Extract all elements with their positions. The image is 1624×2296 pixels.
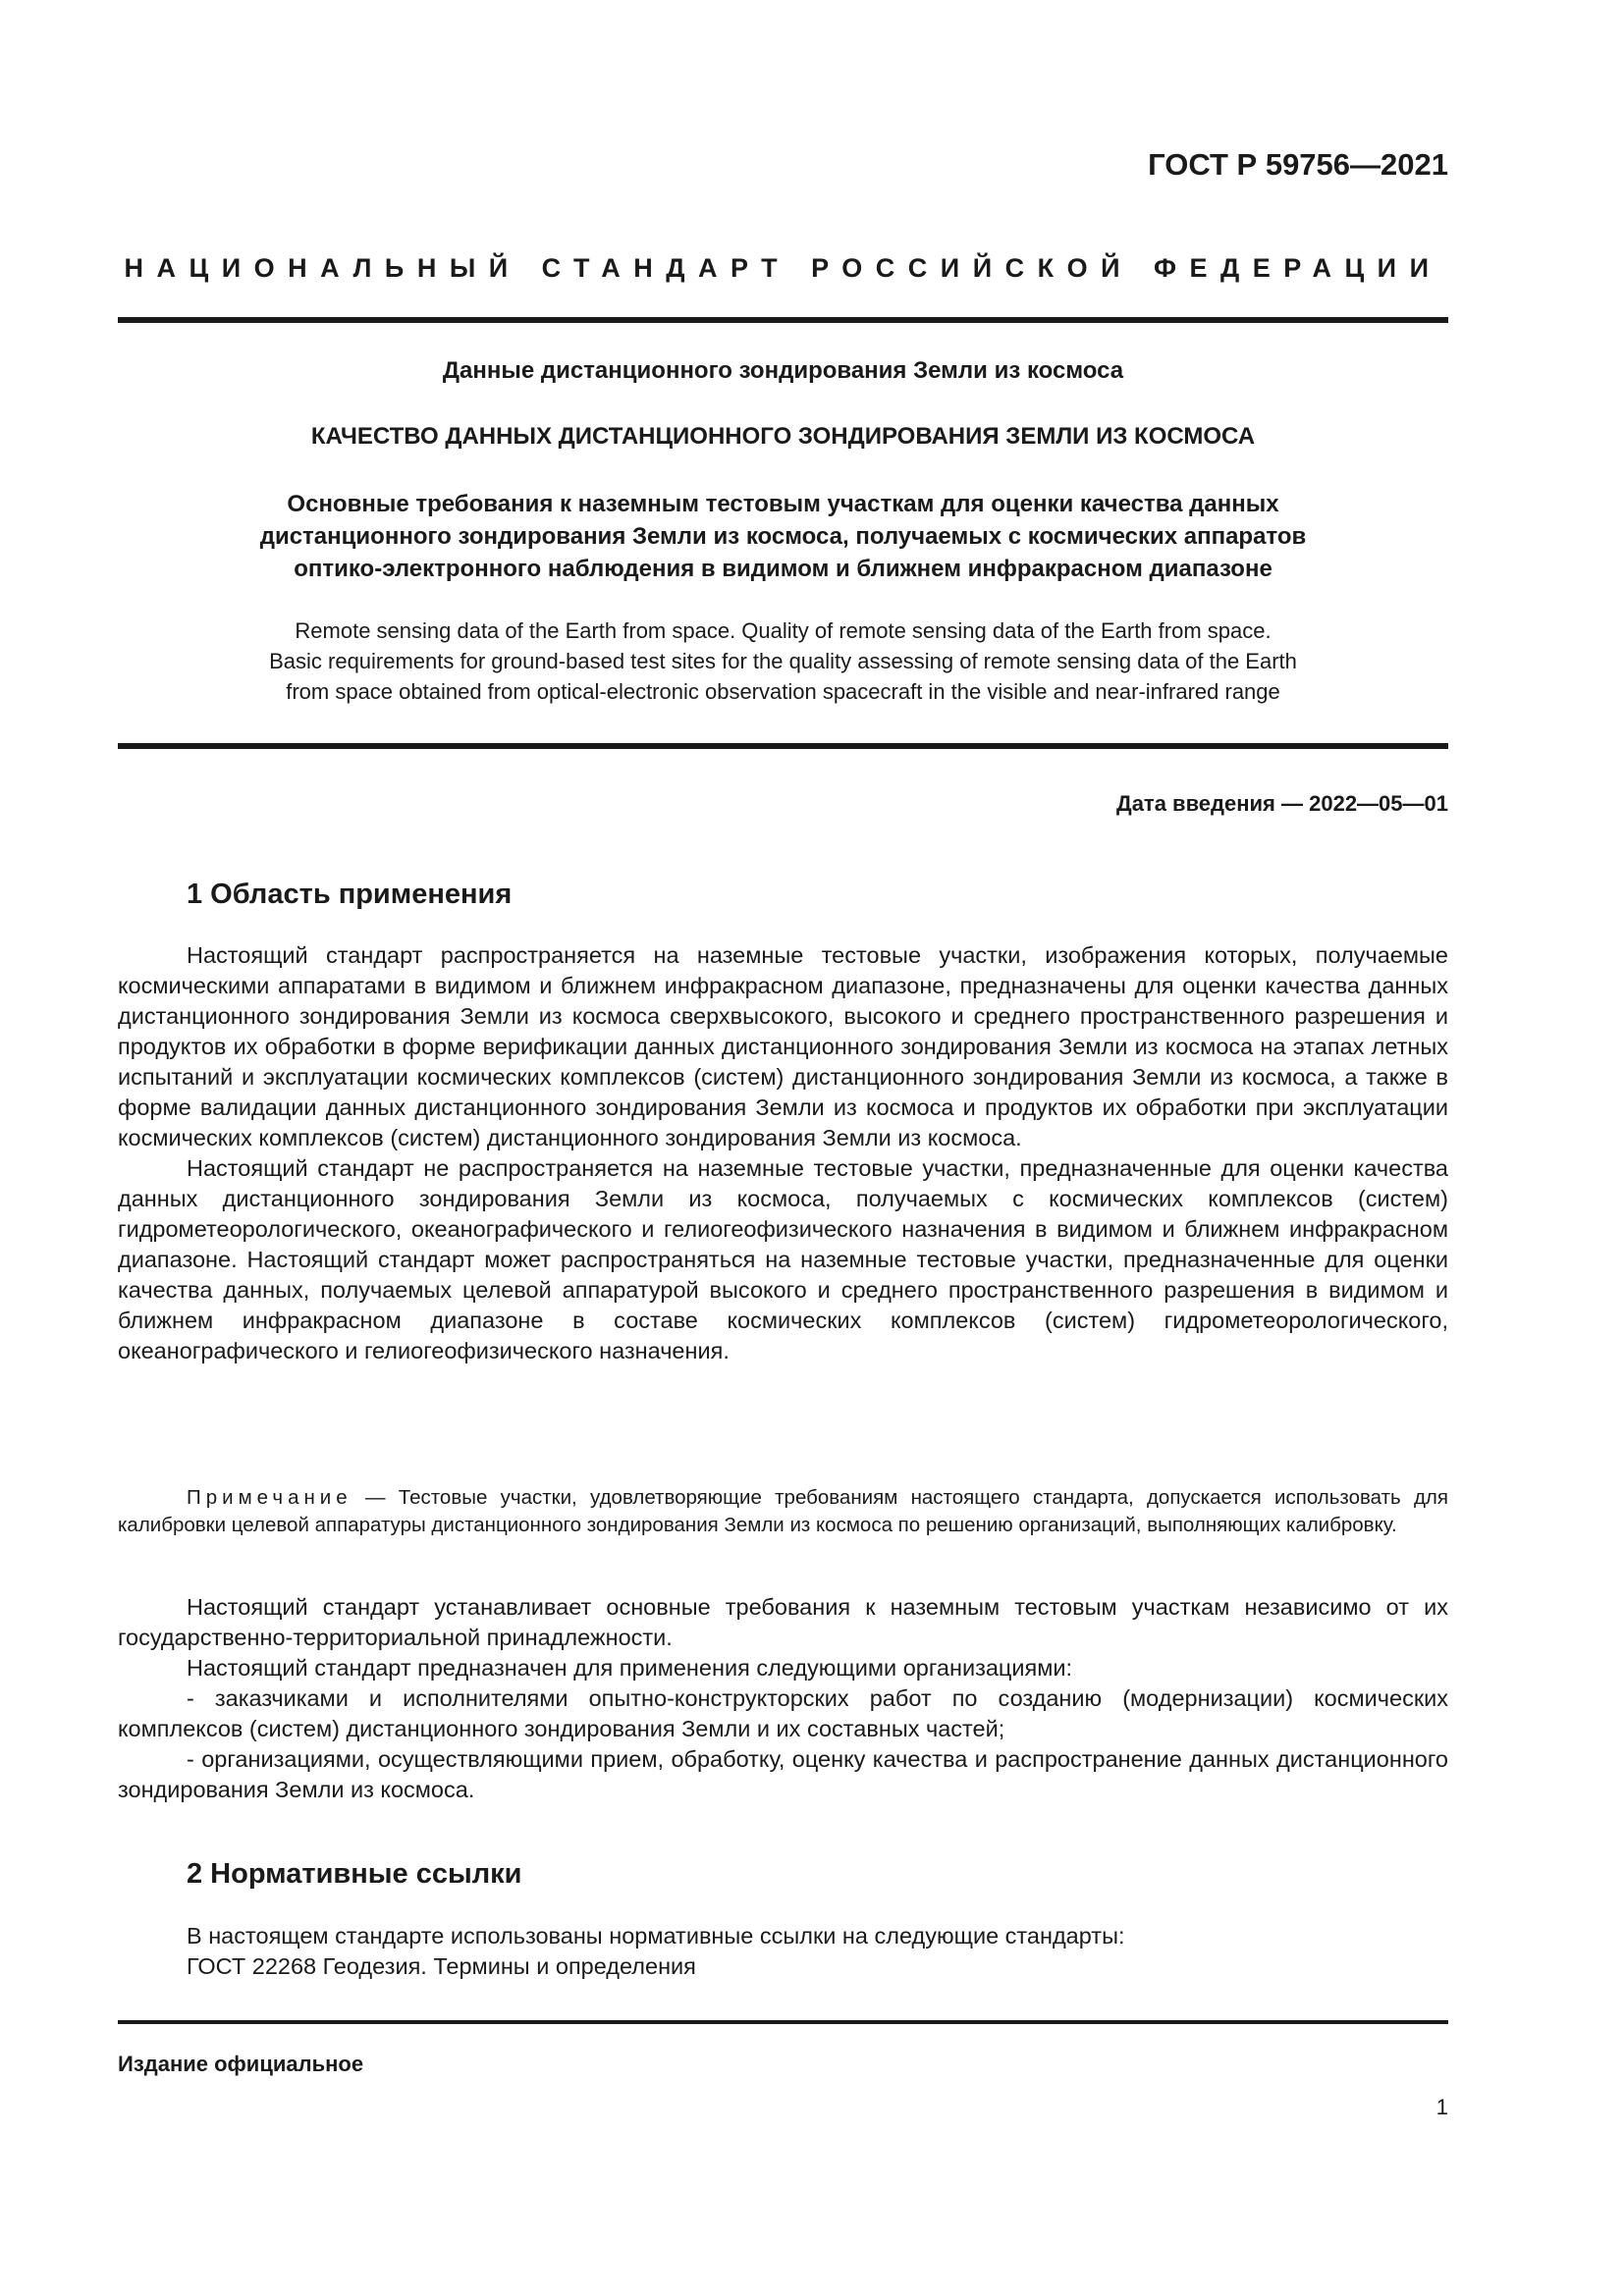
paragraph: Настоящий стандарт распространяется на наземные тестовые участки, изображения которых, получаемые космическими аппаратами в видимом и ближнем инфракрасном диапазоне, предназначены для оценки качества данных дистанционного зондирования Земли из космоса сверхвысокого, высокого и среднего пространственного разрешения и продуктов их обработки в форме верификации данных дистанционного зондирования Земли из космоса на этапах летных испытаний и эксплуатации космических комплексов (систем) дистанционного зондирования Земли из космоса, а также в форме валидации данных дистанционного зондирования Земли из космоса и продуктов их обработки при эксплуатации космических комплексов (систем) дистанционного зондирования Земли из космоса.: [118, 942, 1448, 1150]
sub-title-line: оптико-электронного наблюдения в видимом и ближнем инфракрасном диапазоне: [294, 556, 1272, 582]
paragraph: Настоящий стандарт устанавливает основные требования к наземным тестовым участкам независимо от их государственно-территориальной принадлежности.: [118, 1594, 1448, 1650]
reference-item: ГОСТ 22268 Геодезия. Термины и определения: [187, 1953, 696, 1979]
group-title: Данные дистанционного зондирования Земли из космоса: [442, 357, 1124, 384]
list-item: - организациями, осуществляющими прием, обработку, оценку качества и распространение данных дистанционного зондирования Земли из космоса.: [118, 1746, 1448, 1802]
english-title-line: from space obtained from optical-electronic observation spacecraft in the visible and near-infrared range: [286, 679, 1280, 704]
document-page: [118, 0, 1448, 2296]
introduction-date: Дата введения — 2022—05—01: [1116, 791, 1448, 816]
section-1-heading: 1 Область применения: [187, 879, 513, 910]
section-1-body-continued: [118, 1592, 1448, 1805]
paragraph: Настоящий стандарт предназначен для применения следующими организациями:: [187, 1655, 1073, 1681]
section-2-heading: 2 Нормативные ссылки: [187, 1858, 522, 1890]
page-number: 1: [1435, 2095, 1448, 2119]
paragraph: Настоящий стандарт не распространяется на наземные тестовые участки, предназначенные для оценки качества данных дистанционного зондирования Земли из космоса, получаемых с космических комплексов (систем) гидрометеорологического, океанографического и гелиогеофизического назначения в видимом и ближнем инфракрасном диапазоне. Настоящий стандарт может распространяться на наземные тестовые участки, предназначенные для оценки качества данных, получаемых целевой аппаратурой высокого и среднего пространственного разрешения в видимом и ближнем инфракрасном диапазоне в составе космических комплексов (систем) гидрометеорологического, океанографического и гелиогеофизического назначения.: [118, 1155, 1448, 1363]
section-2-body: [118, 1921, 1448, 1982]
sub-title-line: дистанционного зондирования Земли из космоса, получаемых с космических аппаратов: [259, 523, 1307, 550]
top-rule: [118, 317, 1448, 323]
note: [118, 1484, 1448, 1539]
paragraph: В настоящем стандарте использованы нормативные ссылки на следующие стандарты:: [187, 1923, 1125, 1949]
english-title-line: Remote sensing data of the Earth from space. Quality of remote sensing data of the Earth from space.: [295, 618, 1272, 643]
list-item: - заказчиками и исполнителями опытно-конструкторских работ по созданию (модернизации) космических комплексов (систем) дистанционного зондирования Земли и их составных частей;: [118, 1685, 1448, 1741]
main-title: КАЧЕСТВО ДАННЫХ ДИСТАНЦИОННОГО ЗОНДИРОВАНИЯ ЗЕМЛИ ИЗ КОСМОСА: [310, 423, 1256, 450]
english-title-line: Basic requirements for ground-based test sites for the quality assessing of remote sensing data of the Earth: [269, 649, 1297, 673]
title-bottom-rule: [118, 743, 1448, 749]
gost-code: ГОСТ Р 59756—2021: [1148, 147, 1448, 182]
national-standard-title: НАЦИОНАЛЬНЫЙ СТАНДАРТ РОССИЙСКОЙ ФЕДЕРАЦИИ: [124, 253, 1442, 283]
note-label: Примечание: [187, 1486, 352, 1509]
sub-title-line: Основные требования к наземным тестовым участкам для оценки качества данных: [287, 491, 1279, 517]
note-text: — Тестовые участки, удовлетворяющие требованиям настоящего стандарта, допускается использовать для калибровки целевой аппаратуры дистанционного зондирования Земли из космоса по решению организаций, выполняющих калибровку.: [118, 1486, 1448, 1536]
english-title: [118, 615, 1448, 707]
section-1-body: [118, 940, 1448, 1366]
footer-rule: [118, 2020, 1448, 2024]
edition-label: Издание официальное: [118, 2052, 364, 2076]
sub-title: [118, 488, 1448, 585]
